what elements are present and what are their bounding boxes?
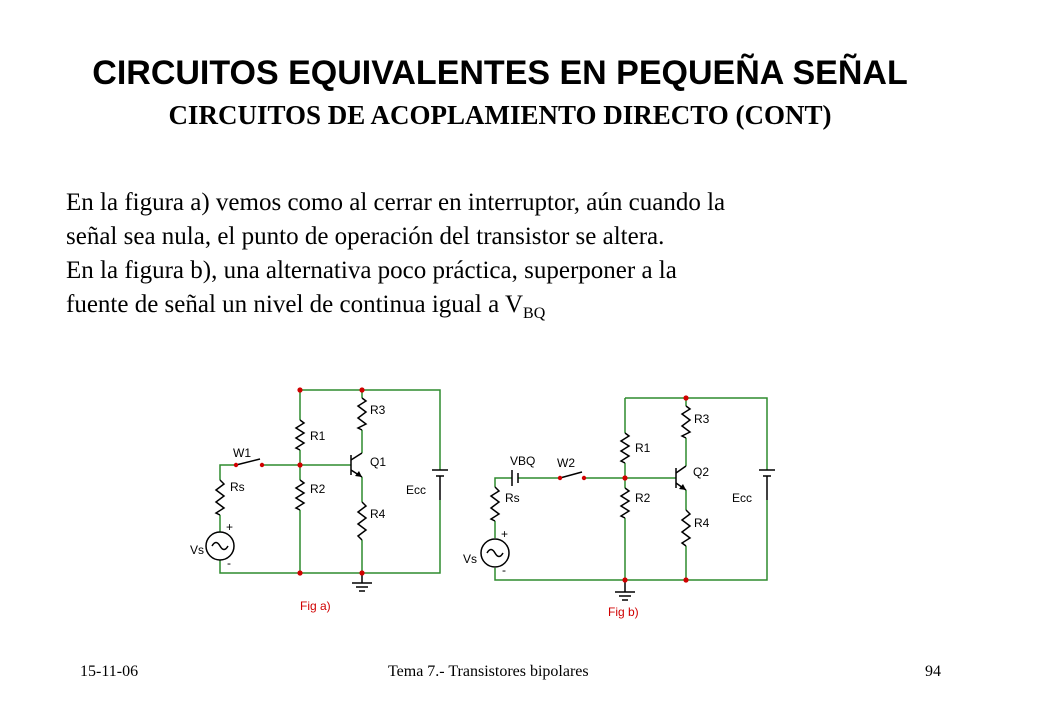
label-vs: Vs — [190, 543, 205, 557]
slide-subtitle: CIRCUITOS DE ACOPLAMIENTO DIRECTO (CONT) — [168, 100, 832, 130]
resistor-r4-symbol — [682, 510, 690, 546]
label-r3: R3 — [370, 403, 386, 417]
label-vs-minus: - — [502, 563, 506, 577]
label-r4: R4 — [370, 507, 386, 521]
label-q1: Q1 — [370, 455, 387, 469]
label-r1: R1 — [635, 441, 651, 455]
figure-b-caption: Fig b) — [608, 605, 639, 619]
label-r3: R3 — [694, 412, 710, 426]
label-r1: R1 — [310, 429, 326, 443]
body-line-2: señal sea nula, el punto de operación del transistor se altera. — [66, 223, 665, 250]
figure-b-nodes — [558, 395, 689, 582]
label-rs: Rs — [505, 491, 520, 505]
label-w2: W2 — [557, 456, 575, 470]
figure-a-components — [206, 398, 448, 560]
label-vs-plus: + — [501, 527, 509, 541]
figure-b-wires — [495, 398, 767, 580]
figure-a — [190, 387, 448, 613]
slide-title: CIRCUITOS EQUIVALENTES EN PEQUEÑA SEÑAL — [92, 54, 908, 92]
label-q2: Q2 — [693, 465, 710, 479]
footer-topic: Tema 7.- Transistores bipolares — [388, 663, 589, 680]
resistor-r1-symbol — [621, 433, 629, 463]
label-rs: Rs — [230, 480, 245, 494]
label-r4: R4 — [694, 516, 710, 530]
footer-page-number: 94 — [925, 663, 941, 680]
label-vs-plus: + — [226, 520, 234, 534]
footer-date: 15-11-06 — [80, 663, 139, 680]
label-vbq: VBQ — [510, 454, 536, 468]
label-ecc: Ecc — [406, 483, 427, 497]
figure-a-caption: Fig a) — [300, 599, 331, 613]
label-r2: R2 — [635, 491, 651, 505]
resistor-r2-symbol — [296, 480, 304, 510]
figure-b-ground — [615, 580, 635, 600]
label-w1: W1 — [233, 446, 251, 460]
body-line-3: En la figura b), una alternativa poco práctica, superponer a la — [66, 257, 677, 284]
body-line-1: En la figura a) vemos como al cerrar en interruptor, aún cuando la — [66, 189, 726, 216]
q2-emitter-arrow — [679, 484, 686, 490]
resistor-rs-symbol — [216, 480, 224, 515]
figure-a-ground — [352, 573, 372, 591]
label-r2: R2 — [310, 482, 326, 496]
label-ecc: Ecc — [732, 491, 753, 505]
resistor-r3-symbol — [682, 406, 690, 438]
resistor-r2-symbol — [621, 488, 629, 518]
resistor-r3-symbol — [358, 398, 366, 430]
resistor-r4-symbol — [358, 502, 366, 540]
figure-a-wires — [220, 390, 440, 573]
figure-a-nodes — [234, 387, 365, 575]
resistor-rs-symbol — [491, 487, 499, 521]
label-vs-minus: - — [227, 556, 231, 570]
label-vs: Vs — [463, 552, 478, 566]
figure-b-components — [481, 406, 775, 567]
resistor-r1-symbol — [296, 420, 304, 450]
body-line-4-text: fuente de señal un nivel de continua igual a V — [66, 291, 524, 318]
vbq-subscript: BQ — [523, 305, 546, 322]
figure-b — [463, 395, 775, 619]
